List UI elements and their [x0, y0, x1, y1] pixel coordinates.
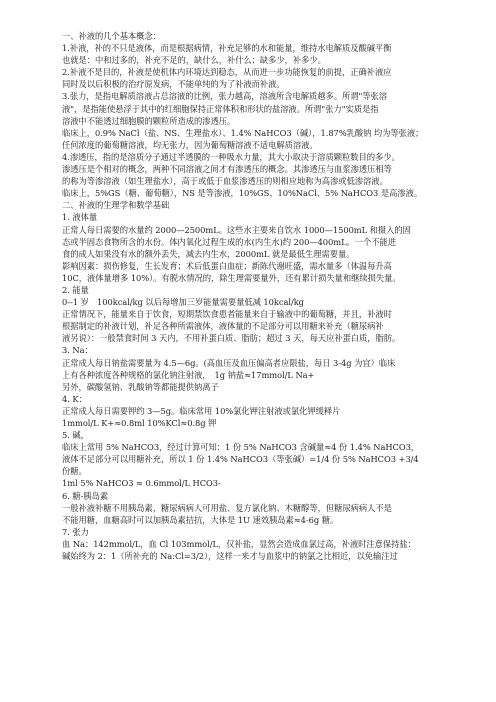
- text-line: 液"，是指能使悬浮于其中的红细胞保持正常体积和形状的盐溶液。所谓"张力"实质是指: [62, 103, 379, 114]
- text-line: 5. 碱，: [62, 430, 89, 441]
- text-line: 正常人每日需要的水量约 2000—2500mL。这些水主要来自饮水 1000—1500mL 和摄入的固: [62, 224, 411, 235]
- text-line: 的称为等渗溶液（如生理盐水），高于或低于血浆渗透压的则相应地称为高渗或低渗溶液。: [62, 176, 388, 187]
- text-line: 10C，液体量增多 10%）。有脱水情况的，除生理需要量外，还有累计损失量和继续损失量。: [62, 272, 401, 283]
- text-line: 6. 糖-胰岛素: [62, 490, 109, 501]
- text-line: 根据制定的补液计划，补足各种所需液体，液体量的不足部分可以用糖来补充（糖尿病补: [62, 321, 384, 332]
- text-line: 溶液中不能透过细胞膜的颗粒所造成的渗透压。: [62, 115, 236, 126]
- text-line: 0--1 岁 100kcal/kg 以后每增加三岁能量需要量低减 10kcal/kg: [62, 297, 304, 308]
- text-line: 7. 张力: [62, 526, 89, 537]
- text-line: 正常情况下，能量来自于饮食，短期禁饮食患者能量来自于输液中的葡萄糖，并且，补液时: [62, 309, 392, 320]
- text-line: 任何浓度的葡萄糖溶液，均无张力，因为葡萄糖溶液不适电解质溶液。: [62, 139, 318, 150]
- text-line: 份糖。: [62, 466, 87, 477]
- text-line: 正常成人每日钠盐需要量为 4.5—6g。(高血压及血压偏高者应限盐，每日 3-4g 为宜）临床: [62, 357, 396, 368]
- text-line: 液另说）：一般禁食时间 3 天内，不用补蛋白质、脂肪；超过 3 天，每天应补蛋白质，脂肪。: [62, 333, 401, 344]
- text-line: 4. K：: [62, 393, 87, 404]
- text-line: 另外，碳酸氢钠、乳酸钠等都能提供钠离子: [62, 381, 219, 392]
- text-line: 二、补液的生理学和数学基础: [62, 200, 170, 211]
- text-line: 碱始终为 2：1（所补充的 Na:Cl=3/2），这样一来才与血浆中的钠氯之比相近，以免输注过: [62, 551, 398, 562]
- document-page: [62, 30, 434, 562]
- text-line: 血 Na：142mmol/L，血 Cl 103mmol/L，仅补盐，显然会造成血氯过高，补液时注意保持盐：: [62, 538, 416, 549]
- text-line: 也就是：中和过多的，补充不足的，缺什么，补什么；缺多少，补多少。: [62, 55, 326, 66]
- text-line: 临床上，0.9% NaCl（盐、NS、生理盐水）、1.4% NaHCO3（碱），1.87%乳酸钠 均为等张液；: [62, 127, 424, 138]
- text-line: 液体不足部分可以用糖补充，所以 1 份 1.4% NaHCO3（等张碱）=1/4 份 5% NaHCO3 +3/4: [62, 454, 419, 465]
- text-line: 1ml 5% NaHCO3 ≈ 0.6mmol/L HCO3-: [62, 478, 221, 489]
- text-line: 1.补液，补的不只是液体，而是根据病情，补充足够的水和能量，维持水电解质及酸碱平衡: [62, 43, 392, 54]
- text-line: 临床上常用 5% NaHCO3，经过计算可知：1 份 5% NaHCO3 含碱量≈4 份 1.4% NaHCO3，: [62, 442, 420, 453]
- text-line: 2.补液不是目的，补液是使机体内环境达到稳态，从而进一步功能恢复的前提，正确补液应: [62, 67, 392, 78]
- text-line: 临床上，5%GS（糖、葡萄糖），NS 是等渗液，10%GS、10%NaCl、5% NaHCO3 是高渗液。: [62, 188, 423, 199]
- text-line: 一般补液补糖不用胰岛素，糖尿病病人可用盐、复方氯化钠、木糖醇等，但糖尿病病人不是: [62, 502, 392, 513]
- text-line: 态或半固态食物所含的水份。体内氧化过程生成的水(内生水)约 200—400mL。一个不能进: [62, 236, 397, 247]
- text-line: 3. Na：: [62, 345, 93, 356]
- text-line: 上有各种浓度各种规格的氯化钠注射液， 1g 钠盐≈17mmol/L Na+: [62, 369, 315, 380]
- text-line: 一、补液的几个基本概念：: [62, 31, 161, 41]
- text-line: 正常成人每日需要钾约 3—5g。临床常用 10%氯化钾注射液或氯化钾缓释片: [62, 405, 341, 416]
- text-line: 2. 能量: [62, 284, 89, 295]
- text-line: 渗透压是个相对的概念，两种不同溶液之间才有渗透压的概念。其渗透压与血浆渗透压相等: [62, 164, 392, 175]
- text-line: 影响因素：损伤修复，生长发育；术后低蛋白血症；新陈代谢旺盛，需水量多（体温每升高: [62, 260, 392, 271]
- text-line: 1mmol/L K+≈0.8ml 10%KCl≈0.8g 钾: [62, 418, 217, 428]
- text-line: 食的成人如果没有水的额外丢失，减去内生水，2000mL 就是最低生理需要量。: [62, 248, 355, 259]
- text-line: 1. 液体量: [62, 212, 98, 223]
- text-line: 3.张力，是指电解质溶液占总溶液的比例，张力越高，溶液所含电解质越多。所谓"等张溶: [62, 91, 387, 102]
- text-line: 不能用糖，血糖高时可以加胰岛素拮抗，大体是 1U 速效胰岛素≈4-6g 糖。: [62, 514, 339, 525]
- text-line: 4.渗透压，指的是溶质分子通过半透膜的一种吸水力量，其大小取决于溶质颗粒数目的多少。: [62, 151, 400, 162]
- text-line: 同时及以后积极的治疗原发病，不能单纯的为了补液而补液。: [62, 79, 285, 90]
